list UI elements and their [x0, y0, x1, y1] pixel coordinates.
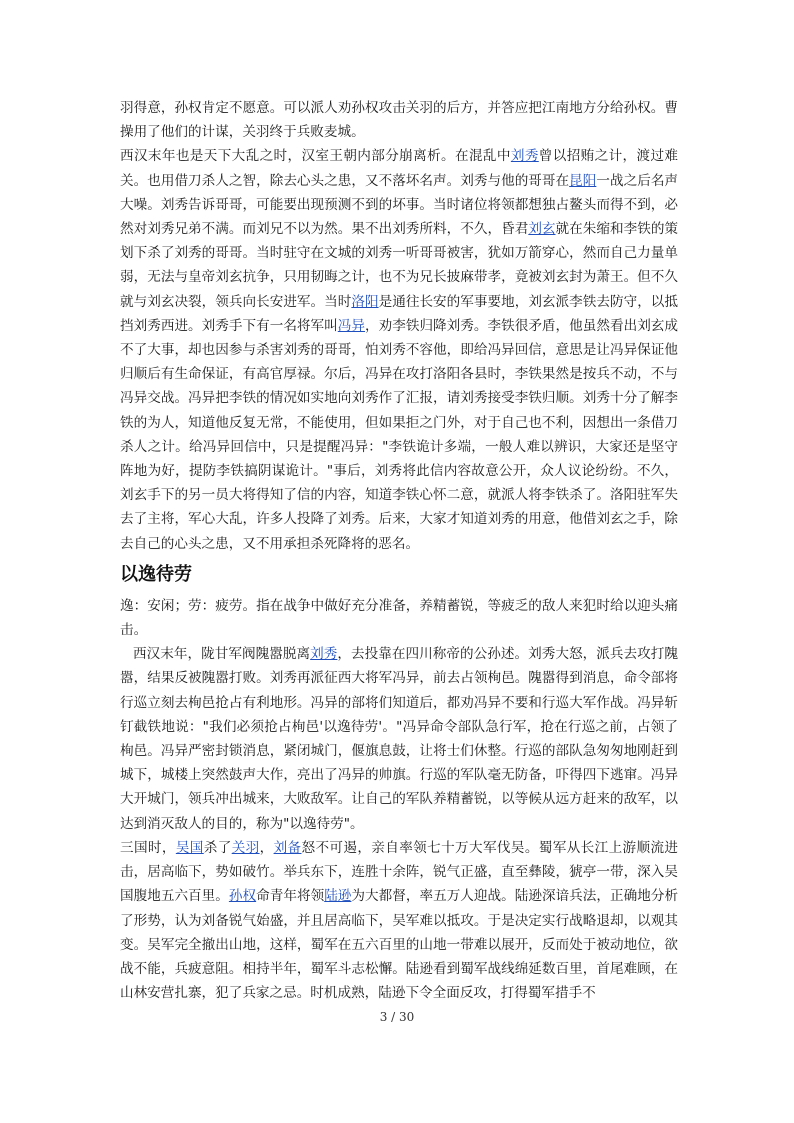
page-body	[120, 96, 678, 1005]
paragraph-liu-xiu-story	[120, 144, 678, 555]
paragraph-text: 为大都督，率五万人迎战。陆逊深谙兵法，正确地分析了形势，认为刘备锐气始盛，并且居高临下，吴军难以抵攻。于是决定实行战略退却，以观其变。吴军完全撤出山地，这样，蜀军在五六百里的山地一带难以展开，反而处于被动地位，欲战不能，兵疲意阻。相持半年，蜀军斗志松懈。陆逊看到蜀军战线绵延数百里，首尾难顾，在山林安营扎寨，犯了兵家之忌。时机成熟，陆逊下令全面反攻，打得蜀军措手不	[120, 888, 679, 1002]
link-liu-xiu[interactable]: 刘秀	[510, 148, 539, 165]
link-liu-bei[interactable]: 刘备	[273, 839, 302, 856]
link-kunyang[interactable]: 昆阳	[569, 172, 597, 189]
paragraph-text: 怒不可遏，亲自率领七十万大军伐吴。蜀军从长江上游顺流进击，居高临下，势如破竹。举兵东下，连胜十余阵，锐气正盛，直至彝陵，猇亭一带，深入吴国腹地五六百里。	[120, 839, 679, 905]
page-number: 3 / 30	[379, 1010, 415, 1024]
paragraph-text: ，劝李铁归降刘秀。李铁很矛盾，他虽然看出刘玄成不了大事，却也因参与杀害刘秀的哥哥，怕刘秀不容他，即给冯异回信，意思是让冯异保证他归顺后有生命保证，有高官厚禄。尔后，冯异在攻打洛阳各县时，李铁果然是按兵不动，不与冯异交战。冯异把李铁的情况如实地向刘秀作了汇报，请刘秀接受李铁归顺。刘秀十分了解李铁的为人，知道他反复无常，不能使用，但如果拒之门外，对于自己也不利，因想出一条借刀杀人之计。给冯异回信中，只是提醒冯异："李铁诡计多端，一般人难以辨识，大家还是坚守阵地为好，提防李铁搞阴谋诡计。"事后，刘秀将此信内容故意公开，众人议论纷纷。不久，刘玄手下的另一员大将得知了信的内容，知道李铁心怀二意，就派人将李铁杀了。洛阳驻军失去了主将，军心大乱，许多人投降了刘秀。后来，大家才知道刘秀的用意，他借刘玄之手，除去自己的心头之患，又不用承担杀死降将的恶名。	[120, 317, 679, 552]
paragraph-text: ，去投靠在四川称帝的公孙述。刘秀大怒，派兵去攻打隗嚣，结果反被隗嚣打败。刘秀再派征西大将军冯异，前去占领栒邑。隗嚣得到消息，命令部将行巡立刻去栒邑抢占有利地形。冯异的部将们知道后，都劝冯异不要和行巡大军作战。冯异斩钉截铁地说："我们必须抢占栒邑'以逸待劳'。"冯异命令部队急行军，抢在行巡之前，占领了栒邑。冯异严密封锁消息，紧闭城门，偃旗息鼓，让将士们休整。行巡的部队急匆匆地刚赶到城下，城楼上突然鼓声大作，亮出了冯异的帅旗。行巡的军队毫无防备，吓得四下逃窜。冯异大开城门，领兵冲出城来，大败敌军。让自己的军队养精蓄锐，以等候从远方赶来的敌军，以达到消灭敌人的目的，称为"以逸待劳"。	[120, 646, 679, 832]
paragraph-text: 杀了	[203, 839, 232, 856]
link-feng-yi[interactable]: 冯异	[337, 317, 365, 334]
link-luoyang[interactable]: 洛阳	[351, 293, 379, 310]
paragraph-text: 西汉末年，陇甘军阀隗嚣脱离	[133, 646, 311, 663]
paragraph-text: 逸：安闲；劳：疲劳。指在战争中做好充分准备，养精蓄锐，等疲乏的敌人来犯时给以迎头痛击。	[120, 597, 678, 639]
link-liu-xuan[interactable]: 刘玄	[528, 221, 556, 238]
paragraph-feng-yi-story	[120, 642, 678, 836]
paragraph-text: 曾以招贿之计，渡过难关。也用借刀杀人之智，除去心头之患，又不落坏名声。刘秀与他的哥哥在	[120, 148, 679, 189]
link-wu-state[interactable]: 吴国	[175, 839, 204, 856]
paragraph-three-kingdoms	[120, 836, 678, 1005]
paragraph-text: 是通往长安的军事要地，刘玄派李铁去防守，以抵挡刘秀西进。刘秀手下有一名将军叫	[120, 293, 679, 334]
link-sun-quan[interactable]: 孙权	[228, 888, 257, 905]
paragraph-text: 羽得意，孙权肯定不愿意。可以派人劝孙权攻击关羽的后方，并答应把江南地方分给孙权。曹操用了他们的计谋，关羽终于兵败麦城。	[120, 100, 678, 141]
paragraph-intro	[120, 96, 678, 144]
link-liu-xiu[interactable]: 刘秀	[310, 646, 338, 663]
definition-paragraph	[120, 594, 678, 642]
paragraph-text: 命青年将领	[256, 888, 325, 905]
paragraph-text: 三国时，	[120, 839, 176, 856]
paragraph-text: ，	[259, 839, 274, 856]
paragraph-text: 就在朱缩和李铁的策划下杀了刘秀的哥哥。当时驻守在文城的刘秀一听哥哥被害，犹如万箭穿心，然而自己力量单弱，无法与皇帝刘玄抗争，只用韧晦之计，也不为兄长披麻带孝，竟被刘玄封为萧王。但不久就与刘玄决裂，领兵向长安进军。当时	[120, 221, 679, 310]
section-heading: 以逸待劳	[120, 563, 192, 585]
paragraph-text: 一战之后名声大噪。刘秀告诉哥哥，可能要出现预测不到的坏事。当时诸位将领都想独占鳌头而得不到，必然对刘秀兄弟不满。而刘兄不以为然。果不出刘秀所料，不久，昏君	[120, 172, 679, 238]
link-lu-xun[interactable]: 陆逊	[324, 888, 352, 905]
link-guan-yu[interactable]: 关羽	[231, 839, 260, 856]
paragraph-text: 西汉末年也是天下大乱之时，汉室王朝内部分崩离析。在混乱中	[120, 148, 511, 165]
